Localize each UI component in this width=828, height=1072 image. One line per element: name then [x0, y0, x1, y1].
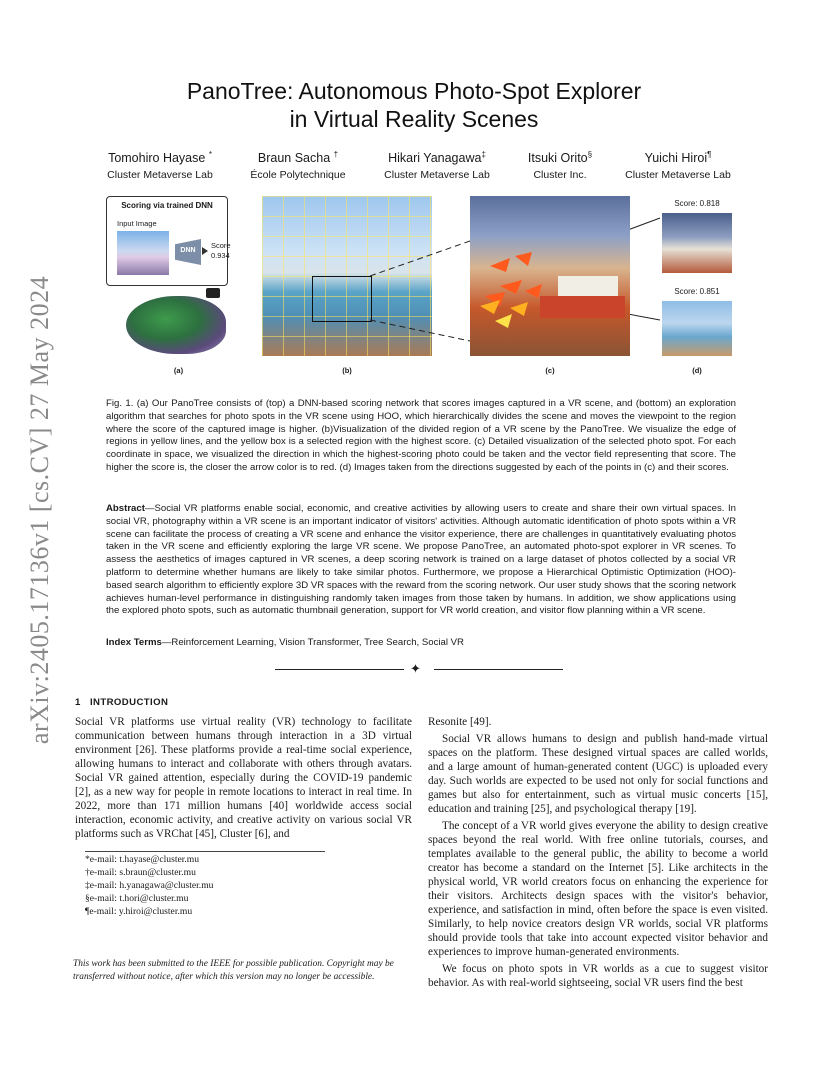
figure-panel-d: [660, 196, 734, 382]
photo-d2: [662, 301, 732, 356]
figure-caption: Fig. 1. (a) Our PanoTree consists of (top) a DNN-based scoring network that scores images captured in a VR scene, and (bottom) an exploration algorithm that searches for photo spots in the VR scene using HOO, which hierarchically divides the scene and moves the viewpoint to the region where the score of the captured image is higher. (b)Visualization of the divided region of a VR scene by the PanoTree. We visualize the edge of regions in yellow lines, and the yellow box is a selected region with the highest score. (c) Detailed visualization of the selected photo spot. For each coordinate in space, we visualized the direction in which the highest-scoring photo could be taken and the vector field representing that score. The higher the score is, the closer the arrow color is to red. (d) Images taken from the directions suggested by each of the points in (c) and their scores.: [106, 398, 736, 473]
explored-scene-island: [126, 296, 226, 354]
camera-icon: [206, 288, 220, 298]
right-column: [428, 715, 768, 990]
author-name: Tomohiro Hayase: [108, 151, 206, 166]
author-mark: †: [333, 150, 339, 159]
photo-spot-image: [470, 196, 630, 356]
footnote-1: *e-mail: t.hayase@cluster.mu: [85, 854, 200, 865]
title-line-2: in Virtual Reality Scenes: [289, 106, 539, 132]
figure-panel-c: [470, 196, 630, 382]
left-column-paragraph: Social VR platforms use virtual reality (VR) technology to facilitate communication between humans through interaction in a 3D virtual environment [26]. These platforms provide a real-time social experience, allowing humans to interact and collaborate with others through avatars. Social VR gained attention, especially during the COVID-19 pandemic [2], as a new way for people in remote locations to interact in real time. In 2022, more than 171 million humans [40] worldwide access social interaction, economic activity, and creative activity on various social VR platforms such as VRChat [45], Cluster [6], and: [75, 716, 412, 840]
footnotes: [85, 853, 385, 918]
abstract: [106, 503, 736, 618]
author-2: [238, 150, 358, 181]
arrow-icon: [202, 247, 208, 255]
footnote-3: ‡e-mail: h.yanagawa@cluster.mu: [85, 880, 214, 891]
score-d2: Score: 0.851: [674, 287, 720, 296]
author-mark: ¶: [707, 150, 712, 159]
arxiv-stamp: [20, 275, 60, 745]
author-name: Yuichi Hiroi: [644, 151, 708, 166]
right-paragraph-1: Social VR allows humans to design and publish hand-made virtual spaces on the platform. These designed virtual spaces are called worlds, and a large amount of human-generated content (UGC) is uploaded every day. Such worlds are expected to be used not only for social functions and games but also for entertainment, such as virtual music concerts [15], education and training [25], and psychological therapy [19].: [428, 733, 768, 815]
score-label: Score: [211, 241, 231, 250]
panel-label-b: (b): [342, 366, 352, 375]
divider-left: [275, 669, 404, 670]
scoring-box-title: Scoring via trained DNN: [121, 201, 213, 210]
arxiv-stamp-text: arXiv:2405.17136v1 [cs.CV] 27 May 2024: [25, 275, 54, 745]
section-number: 1: [75, 697, 81, 708]
author-1: [95, 150, 225, 181]
score-d1: Score: 0.818: [674, 199, 720, 208]
paper-title: [0, 77, 828, 133]
author-3: [372, 150, 502, 181]
abstract-label: Abstract: [106, 503, 145, 514]
input-image-thumbnail: [117, 231, 169, 275]
right-paragraph-3: We focus on photo spots in VR worlds as a cue to suggest visitor behavior. As with real-world sightseeing, social VR users find the best: [428, 963, 768, 989]
index-terms: [106, 637, 736, 648]
footnote-2: †e-mail: s.braun@cluster.mu: [85, 867, 196, 878]
section-heading: [75, 697, 168, 708]
author-name: Hikari Yanagawa: [388, 151, 482, 166]
footnote-4: §e-mail: t.hori@cluster.mu: [85, 893, 189, 904]
author-affil: Cluster Metaverse Lab: [625, 169, 731, 182]
divider-right: [434, 669, 563, 670]
divider-diamond-icon: ✦: [410, 661, 421, 676]
section-title: INTRODUCTION: [89, 697, 169, 708]
panel-label-c: (c): [545, 366, 555, 375]
abstract-text: —Social VR platforms enable social, economic, and creative activities by allowing users to create and share their own virtual spaces. In social VR, photography within a VR scene is an important indicator of visitors' activities. Although automatic identification of photo spots within a VR scene can facilitate the process of creating a VR scene and enhance the visitor experience, there are challenges in quantitatively evaluating photos taken in the VR scene and efficiently exploring the large VR scene. We propose PanoTree, an automated photo-spot explorer in VR scenes. To assess the aesthetics of images captured in VR scenes, a deep scoring network is trained on a large dataset of photos collected by a social VR platform to determine whether humans are likely to take similar photos. Furthermore, we propose a Hierarchical Optimistic Optimization (HOO)-based search algorithm to efficiently explore 3D VR spaces with the reward from the scoring network. Our user study shows that the scoring network achieves human-level performance in distinguishing randomly taken images from those taken by humans. In addition, we show applications using the explored photo spots, such as automatic thumbnail generation, support for VR world creation, and visitor flow planning within a VR scene.: [106, 503, 736, 617]
footnote-rule: [85, 851, 325, 852]
author-name: Braun Sacha: [257, 151, 331, 166]
figure-panel-a: [106, 196, 251, 382]
footnote-5: ¶e-mail: y.hiroi@cluster.mu: [85, 906, 193, 917]
score-value: 0.934: [211, 251, 230, 260]
author-mark: *: [208, 150, 212, 159]
ieee-note: This work has been submitted to the IEEE for possible publication. Copyright may be transferred without notice, after which this version may no longer be accessible.: [73, 959, 394, 982]
right-paragraph-2: The concept of a VR world gives everyone the ability to design creative spaces beyond the real world. With free online tutorials, courses, and templates available to the general public, the ability to become a world creator has become a standard on the Internet [5]. Like architects in the physical world, VR world creators focus on enhancing the experience for their visitors. Architects design spaces with the visitor's behavior, experience, and satisfaction in mind, often before the space is even visited. Similarly, to help novice creators design VR worlds, social VR platforms should provide tools that take into account expected visitor behavior and experiences to improve human-generated environments.: [428, 820, 768, 958]
author-affil: Cluster Metaverse Lab: [384, 169, 490, 182]
selected-region-box: [312, 276, 372, 322]
author-mark: ‡: [481, 150, 486, 159]
author-4: [505, 150, 615, 181]
right-paragraph-0: Resonite [49].: [428, 716, 492, 728]
author-5: [618, 150, 738, 181]
input-image-label: Input Image: [117, 219, 157, 228]
index-terms-label: Index Terms: [106, 637, 162, 648]
index-terms-text: —Reinforcement Learning, Vision Transformer, Tree Search, Social VR: [161, 637, 464, 648]
dnn-label: DNN: [180, 247, 196, 254]
photo-d1: [662, 213, 732, 273]
title-line-1: PanoTree: Autonomous Photo-Spot Explorer: [186, 78, 642, 104]
author-affil: École Polytechnique: [250, 169, 346, 182]
vector-field-arrows: [470, 196, 630, 356]
author-mark: §: [587, 150, 593, 159]
author-affil: Cluster Metaverse Lab: [107, 169, 213, 182]
panel-label-a: (a): [173, 366, 184, 375]
panel-label-d: (d): [692, 366, 702, 375]
author-affil: Cluster Inc.: [533, 169, 587, 182]
author-name: Itsuki Orito: [527, 151, 588, 166]
scoring-box: [106, 196, 231, 286]
